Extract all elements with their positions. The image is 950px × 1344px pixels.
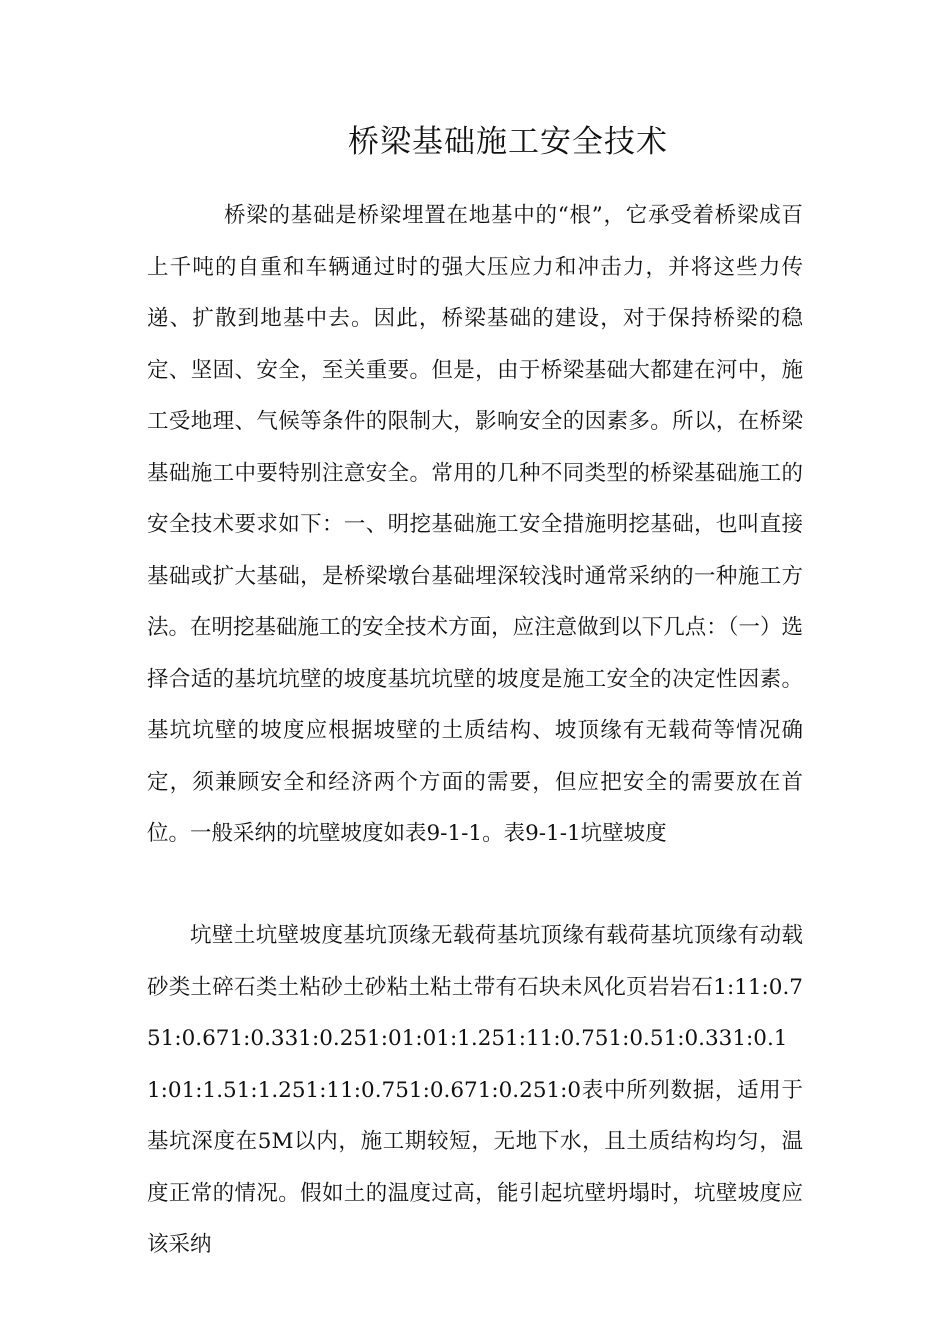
document-title: 桥梁基础施工安全技术 (348, 124, 668, 160)
body-paragraph-1: 桥梁的基础是桥梁埋置在地基中的“根”，它承受着桥梁成百上千吨的自重和车辆通过时的强大压应力和冲击力，并将这些力传递、扩散到地基中去。因此，桥梁基础的建设，对于保持桥梁的稳定、坚固、安全，至关重要。但是，由于桥梁基础大都建在河中，施工受地理、气候等条件的限制大，影响安全的因素多。所以，在桥梁基础施工中要特别注意安全。常用的几种不同类型的桥梁基础施工的安全技术要求如下：一、明挖基础施工安全措施明挖基础，也叫直接基础或扩大基础，是桥梁墩台基础埋深较浅时通常采纳的一种施工方法。在明挖基础施工的安全技术方面，应注意做到以下几点：（一）选择合适的基坑坑壁的坡度基坑坑壁的坡度是施工安全的决定性因素。基坑坑壁的坡度应根据坡壁的土质结构、坡顶缘有无载荷等情况确定，须兼顾安全和经济两个方面的需要，但应把安全的需要放在首位。一般采纳的坑壁坡度如表9-1-1。表9-1-1坑壁坡度 (147, 203, 803, 846)
body-paragraph-2: 坑壁土坑壁坡度基坑顶缘无载荷基坑顶缘有载荷基坑顶缘有动载砂类土碎石类土粘砂土砂粘土粘土带有石块未风化页岩岩石1:11:0.751:0.671:0.331:0.251:01:01:1.251:11:0.751:0.51:0.331:0.11:01:1.51:1.251:11:0.751:0.671:0.251:0表中所列数据，适用于基坑深度在5M以内，施工期较短，无地下水，且土质结构均匀，温度正常的情况。假如土的温度过高，能引起坑壁坍塌时，坑壁坡度应该采纳 (147, 923, 803, 1257)
